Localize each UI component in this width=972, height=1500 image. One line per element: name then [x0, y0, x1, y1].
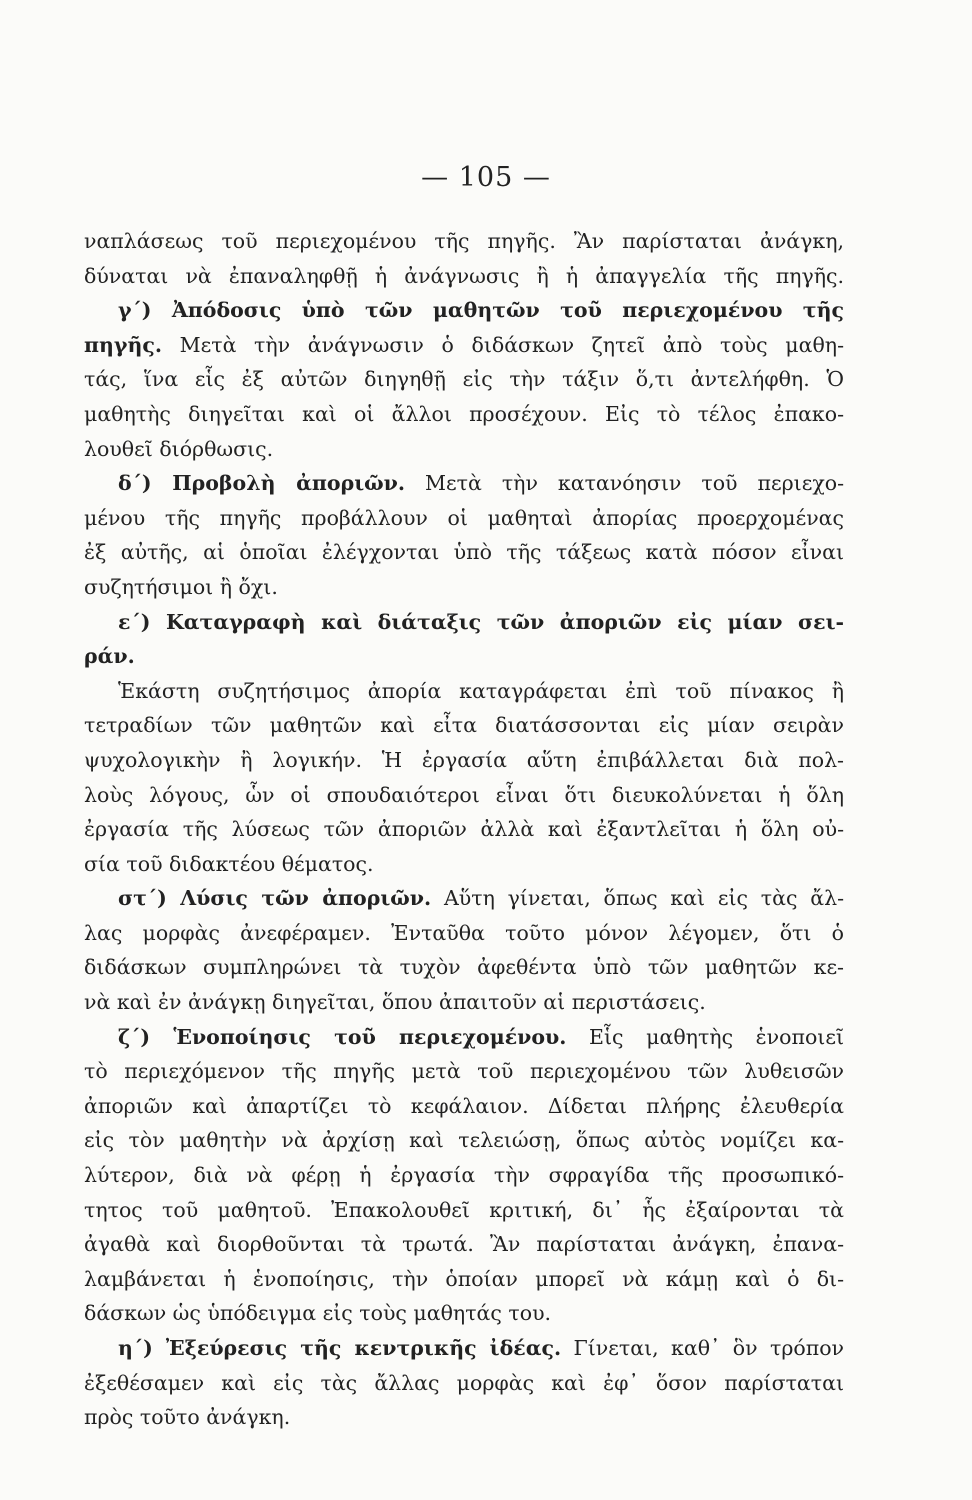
section-heading: δ΄) Προβολὴ ἀποριῶν.: [118, 471, 406, 496]
text-line: [84, 881, 844, 916]
text-segment: μαθητὴς διηγεῖται καὶ οἱ ἄλλοι προσέχουν. Εἰς τὸ τέλος ἐπακο-: [84, 401, 844, 426]
text-line: [84, 1123, 844, 1158]
text-segment: τητος τοῦ μαθητοῦ. Ἐπακολουθεῖ κριτική, δι᾽ ἧς ἐξαίρονται τὰ: [84, 1197, 844, 1222]
text-segment: Μετὰ τὴν κατανόησιν τοῦ περιεχο-: [405, 471, 845, 496]
text-line: [84, 570, 844, 605]
body-text: [84, 224, 844, 1435]
text-segment: λας μορφὰς ἀνεφέραμεν. Ἐνταῦθα τοῦτο μόνον λέγομεν, ὅτι ὁ: [84, 920, 844, 945]
text-segment: ψυχολογικὴν ἢ λογικήν. Ἡ ἐργασία αὕτη ἐπιβάλλεται διὰ πολ-: [84, 747, 844, 772]
text-line: [84, 847, 844, 882]
text-segment: δάσκων ὡς ὑπόδειγμα εἰς τοὺς μαθητάς του.: [84, 1301, 552, 1326]
section-heading: πηγῆς.: [84, 332, 162, 357]
text-segment: Ἑκάστη συζητήσιμος ἀπορία καταγράφεται ἐπὶ τοῦ πίνακος ἢ: [118, 678, 844, 703]
section-heading: γ΄) Ἀπόδοσις ὑπὸ τῶν μαθητῶν τοῦ περιεχομένου τῆς: [118, 298, 844, 323]
text-segment: Εἷς μαθητὴς ἑνοποιεῖ: [566, 1024, 844, 1049]
text-line: [84, 535, 844, 570]
text-segment: τὸ περιεχόμενον τῆς πηγῆς μετὰ τοῦ περιεχομένου τῶν λυθεισῶν: [84, 1059, 844, 1084]
text-segment: ἐξεθέσαμεν καὶ εἰς τὰς ἄλλας μορφὰς καὶ ἐφ᾽ ὅσον παρίσταται: [84, 1370, 844, 1395]
text-line: [84, 985, 844, 1020]
text-segment: σία τοῦ διδακτέου θέματος.: [84, 851, 374, 876]
text-segment: νὰ καὶ ἐν ἀνάγκῃ διηγεῖται, ὅπου ἀπαιτοῦν αἱ περιστάσεις.: [84, 990, 706, 1015]
text-line: [84, 1193, 844, 1228]
text-line: [84, 432, 844, 467]
text-segment: λύτερον, διὰ νὰ φέρῃ ἡ ἐργασία τὴν σφραγίδα τῆς προσωπικό-: [84, 1163, 844, 1188]
text-line: [84, 1331, 844, 1366]
text-line: [84, 1020, 844, 1055]
text-line: [84, 293, 844, 328]
text-segment: λουθεῖ διόρθωσις.: [84, 436, 274, 461]
text-line: [84, 605, 844, 640]
text-segment: τετραδίων τῶν μαθητῶν καὶ εἶτα διατάσσονται εἰς μίαν σειρὰν: [84, 713, 844, 738]
text-line: [84, 916, 844, 951]
text-line: [84, 1054, 844, 1089]
text-line: [84, 466, 844, 501]
text-line: [84, 812, 844, 847]
text-segment: ἀποριῶν καὶ ἀπαρτίζει τὸ κεφάλαιον. Δίδεται πλήρης ἐλευθερία: [84, 1093, 844, 1118]
text-segment: Γίνεται, καθ᾽ ὃν τρόπον: [561, 1336, 844, 1360]
text-segment: διδάσκων συμπληρώνει τὰ τυχὸν ἀφεθέντα ὑπὸ τῶν μαθητῶν κε-: [84, 955, 844, 980]
text-line: [84, 501, 844, 536]
text-segment: δύναται νὰ ἐπαναληφθῇ ἡ ἀνάγνωσις ἢ ἡ ἀπαγγελία τῆς πηγῆς.: [84, 263, 844, 288]
section-heading: ράν.: [84, 644, 135, 669]
text-line: [84, 1400, 844, 1435]
text-line: [84, 743, 844, 778]
text-line: [84, 224, 844, 259]
page-number: — 105 —: [421, 162, 551, 193]
text-segment: λαμβάνεται ἡ ἑνοποίησις, τὴν ὁποίαν μπορεῖ νὰ κάμῃ καὶ ὁ δι-: [84, 1266, 844, 1291]
section-heading: ε΄) Καταγραφὴ καὶ διάταξις τῶν ἀποριῶν εἰς μίαν σει-: [118, 609, 844, 634]
text-segment: Αὕτη γίνεται, ὅπως καὶ εἰς τὰς ἄλ-: [431, 886, 844, 911]
text-line: [84, 708, 844, 743]
section-heading: η΄) Ἐξεύρεσις τῆς κεντρικῆς ἰδέας.: [118, 1336, 562, 1360]
text-line: [84, 674, 844, 709]
text-segment: εἰς τὸν μαθητὴν νὰ ἀρχίσῃ καὶ τελειώσῃ, ὅπως αὐτὸς νομίζει κα-: [84, 1128, 844, 1153]
text-line: [84, 639, 844, 674]
text-segment: ἐξ αὐτῆς, αἱ ὁποῖαι ἐλέγχονται ὑπὸ τῆς τάξεως κατὰ πόσον εἶναι: [84, 540, 844, 565]
text-line: [84, 362, 844, 397]
text-line: [84, 1227, 844, 1262]
text-line: [84, 1158, 844, 1193]
text-segment: ναπλάσεως τοῦ περιεχομένου τῆς πηγῆς. Ἂν παρίσταται ἀνάγκη,: [84, 229, 844, 253]
text-segment: συζητήσιμοι ἢ ὄχι.: [84, 574, 278, 599]
text-line: [84, 1262, 844, 1297]
text-line: [84, 778, 844, 813]
text-segment: Μετὰ τὴν ἀνάγνωσιν ὁ διδάσκων ζητεῖ ἀπὸ τοὺς μαθη-: [161, 332, 844, 357]
text-line: [84, 259, 844, 294]
text-line: [84, 950, 844, 985]
text-line: [84, 1296, 844, 1331]
text-line: [84, 1089, 844, 1124]
text-segment: λοὺς λόγους, ὧν οἱ σπουδαιότεροι εἶναι ὅτι διευκολύνεται ἡ ὅλη: [84, 782, 844, 807]
text-line: [84, 1366, 844, 1401]
text-segment: τάς, ἵνα εἷς ἐξ αὐτῶν διηγηθῇ εἰς τὴν τάξιν ὅ,τι ἀντελήφθη. Ὁ: [84, 367, 844, 392]
section-heading: ζ΄) Ἑνοποίησις τοῦ περιεχομένου.: [118, 1024, 567, 1049]
text-segment: ἐργασία τῆς λύσεως τῶν ἀποριῶν ἀλλὰ καὶ ἐξαντλεῖται ἡ ὅλη οὐ-: [84, 817, 844, 842]
text-segment: πρὸς τοῦτο ἀνάγκη.: [84, 1405, 291, 1430]
text-segment: μένου τῆς πηγῆς προβάλλουν οἱ μαθηταὶ ἀπορίας προερχομένας: [84, 505, 844, 530]
text-line: [84, 397, 844, 432]
text-line: [84, 328, 844, 363]
text-segment: ἀγαθὰ καὶ διορθοῦνται τὰ τρωτά. Ἂν παρίσταται ἀνάγκη, ἐπανα-: [84, 1232, 844, 1257]
section-heading: στ΄) Λύσις τῶν ἀποριῶν.: [118, 886, 432, 911]
